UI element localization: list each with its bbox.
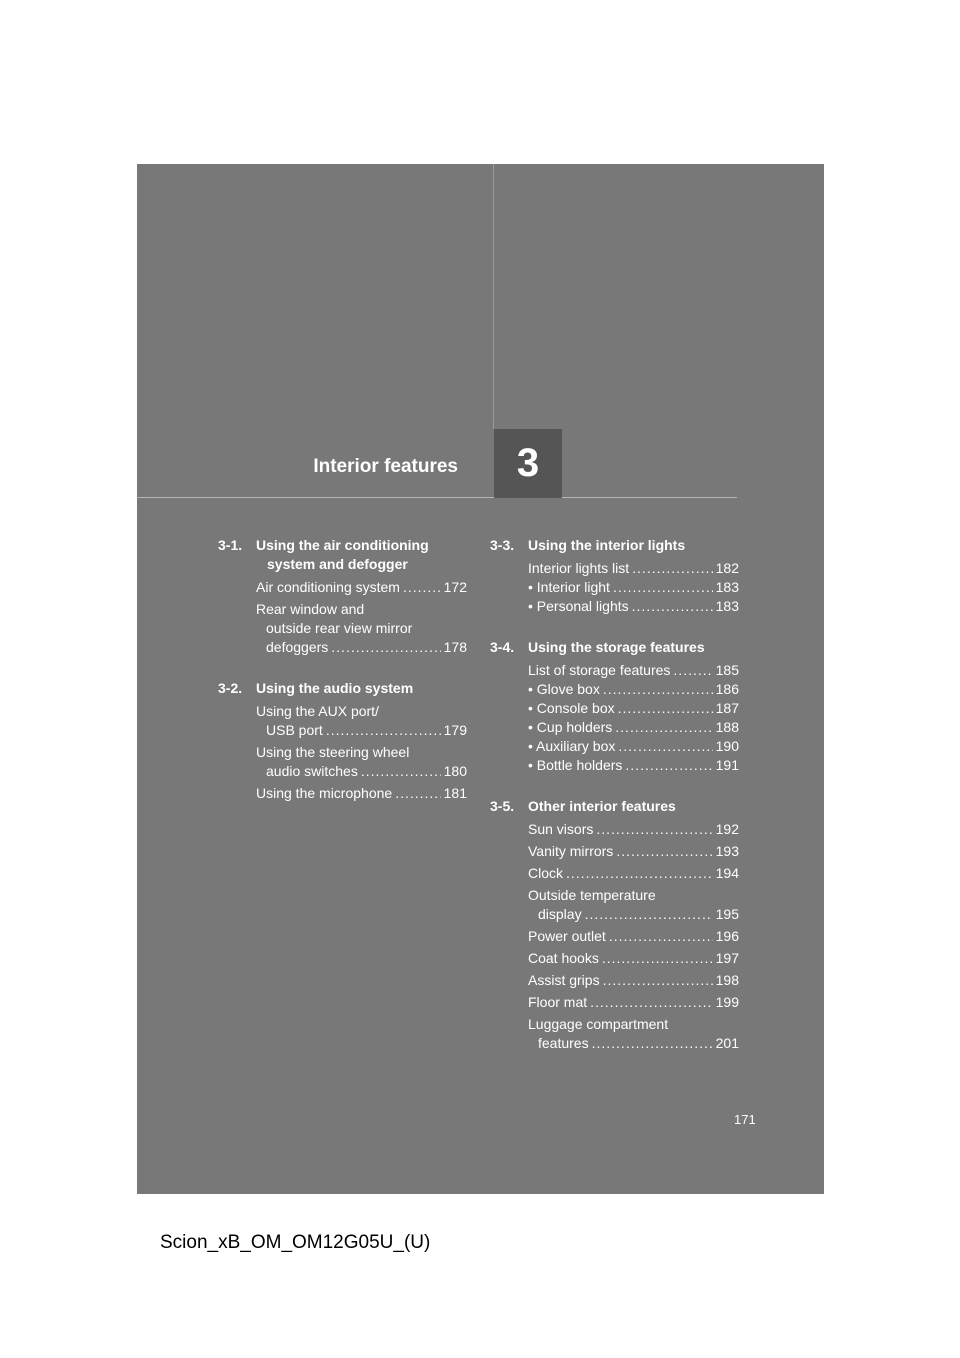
toc-entry[interactable]	[528, 559, 739, 578]
entry-text: Sun visors	[528, 821, 594, 837]
toc-entry[interactable]	[528, 886, 739, 924]
toc-entry[interactable]	[528, 971, 739, 990]
toc-entry[interactable]	[528, 661, 739, 680]
toc-entry[interactable]	[528, 578, 739, 597]
toc-column-right	[490, 536, 739, 1075]
entry-line	[256, 702, 467, 721]
entry-page-number: 188	[715, 719, 739, 735]
toc-section	[490, 797, 739, 1053]
entry-line	[528, 842, 739, 861]
section-title	[528, 638, 739, 657]
entry-text: • Personal lights	[528, 598, 629, 614]
entry-text: Luggage compartment	[528, 1016, 669, 1032]
section-title-line: Using the audio system	[256, 680, 414, 696]
toc-section	[490, 638, 739, 775]
section-entries	[256, 578, 467, 657]
section-number: 3-5.	[490, 798, 515, 814]
entry-text: Interior lights list	[528, 560, 630, 576]
section-title-line: Other interior features	[528, 798, 676, 814]
dot-leader	[602, 949, 713, 968]
entry-page-number: 193	[715, 843, 739, 859]
entry-text: • Console box	[528, 700, 615, 716]
entry-text: USB port	[266, 722, 323, 738]
entry-line	[256, 784, 467, 803]
dot-leader	[618, 737, 712, 756]
entry-page-number: 178	[443, 639, 467, 655]
entry-page-number: 172	[443, 579, 467, 595]
entry-line	[528, 737, 739, 756]
toc-entry[interactable]	[528, 1015, 739, 1053]
toc-entry[interactable]	[528, 949, 739, 968]
entry-line	[256, 619, 467, 638]
section-heading	[218, 679, 467, 698]
entry-text: Rear window and	[256, 601, 365, 617]
dot-leader	[395, 784, 440, 803]
entry-line	[528, 559, 739, 578]
dot-leader	[361, 762, 441, 781]
entry-line	[256, 578, 467, 597]
toc-entry[interactable]	[256, 578, 467, 597]
entry-line	[528, 993, 739, 1012]
toc-entry[interactable]	[256, 743, 467, 781]
dot-leader	[615, 718, 712, 737]
entry-page-number: 198	[715, 972, 739, 988]
section-entries	[528, 661, 739, 775]
toc-entry[interactable]	[528, 737, 739, 756]
section-heading	[490, 797, 739, 816]
entry-page-number: 183	[715, 579, 739, 595]
entry-page-number: 182	[715, 560, 739, 576]
entry-text: Floor mat	[528, 994, 588, 1010]
toc-entry[interactable]	[528, 756, 739, 775]
toc-entry[interactable]	[256, 600, 467, 657]
toc-entry[interactable]	[256, 784, 467, 803]
dot-leader	[625, 756, 712, 775]
entry-text: Clock	[528, 865, 564, 881]
toc-section	[490, 536, 739, 616]
dot-leader	[331, 638, 440, 657]
dot-leader	[673, 661, 712, 680]
entry-line	[528, 597, 739, 616]
entry-page-number: 192	[715, 821, 739, 837]
toc-entry[interactable]	[528, 820, 739, 839]
entry-line	[256, 743, 467, 762]
section-heading	[490, 638, 739, 657]
dot-leader	[566, 864, 713, 883]
section-number: 3-3.	[490, 537, 515, 553]
dot-leader	[603, 680, 713, 699]
divider-horizontal	[137, 497, 737, 498]
toc-entry[interactable]	[528, 699, 739, 718]
entry-text: Outside temperature	[528, 887, 656, 903]
entry-line	[528, 886, 739, 905]
entry-text: Vanity mirrors	[528, 843, 614, 859]
page-number: 171	[734, 1112, 756, 1127]
entry-line	[256, 762, 467, 781]
section-number: 3-4.	[490, 639, 515, 655]
entry-line	[528, 949, 739, 968]
entry-line	[528, 864, 739, 883]
entry-text: outside rear view mirror	[266, 620, 413, 636]
section-title	[256, 536, 467, 574]
entry-line	[528, 718, 739, 737]
toc-entry[interactable]	[528, 718, 739, 737]
toc-entry[interactable]	[256, 702, 467, 740]
dot-leader	[403, 578, 441, 597]
entry-page-number: 181	[443, 785, 467, 801]
entry-line	[528, 1015, 739, 1034]
entry-text: • Bottle holders	[528, 757, 623, 773]
section-number: 3-2.	[218, 680, 243, 696]
entry-line	[256, 721, 467, 740]
toc-entry[interactable]	[528, 680, 739, 699]
entry-text: Air conditioning system	[256, 579, 400, 595]
section-title	[528, 536, 739, 555]
section-heading	[490, 536, 739, 555]
entry-line	[528, 927, 739, 946]
dot-leader	[603, 971, 713, 990]
entry-line	[528, 820, 739, 839]
section-entries	[528, 559, 739, 616]
section-title	[256, 679, 467, 698]
entry-page-number: 199	[715, 994, 739, 1010]
entry-page-number: 183	[715, 598, 739, 614]
entry-line	[256, 638, 467, 657]
entry-text: Using the microphone	[256, 785, 393, 801]
entry-text: • Cup holders	[528, 719, 613, 735]
entry-page-number: 186	[715, 681, 739, 697]
toc-column-left	[218, 536, 467, 825]
entry-text: • Glove box	[528, 681, 600, 697]
toc-section	[218, 536, 467, 657]
entry-line	[256, 600, 467, 619]
section-heading	[218, 536, 467, 574]
section-title	[528, 797, 739, 816]
entry-page-number: 190	[715, 738, 739, 754]
entry-page-number: 197	[715, 950, 739, 966]
entry-line	[528, 756, 739, 775]
chapter-title: Interior features	[313, 456, 458, 477]
section-title-line: system and defogger	[267, 556, 408, 572]
entry-text: display	[538, 906, 582, 922]
entry-line	[528, 905, 739, 924]
entry-line	[528, 699, 739, 718]
toc-entry[interactable]	[528, 842, 739, 861]
entry-page-number: 194	[715, 865, 739, 881]
entry-text: defoggers	[266, 639, 329, 655]
dot-leader	[613, 578, 713, 597]
entry-page-number: 195	[715, 906, 739, 922]
toc-entry[interactable]	[528, 864, 739, 883]
section-number: 3-1.	[218, 537, 243, 553]
dot-leader	[632, 597, 713, 616]
dot-leader	[326, 721, 441, 740]
entry-page-number: 196	[715, 928, 739, 944]
entry-page-number: 187	[715, 700, 739, 716]
toc-entry[interactable]	[528, 993, 739, 1012]
entry-line	[528, 1034, 739, 1053]
entry-page-number: 191	[715, 757, 739, 773]
section-title-line: Using the interior lights	[528, 537, 686, 553]
dot-leader	[609, 927, 713, 946]
section-title-line: Using the air conditioning	[256, 537, 429, 553]
entry-line	[528, 578, 739, 597]
entry-text: Assist grips	[528, 972, 600, 988]
chapter-panel	[137, 164, 824, 1194]
entry-text: features	[538, 1035, 589, 1051]
entry-text: • Auxiliary box	[528, 738, 616, 754]
divider-vertical	[493, 164, 494, 429]
section-entries	[528, 820, 739, 1053]
entry-text: List of storage features	[528, 662, 671, 678]
toc-entry[interactable]	[528, 927, 739, 946]
entry-text: Using the steering wheel	[256, 744, 410, 760]
dot-leader	[592, 1034, 713, 1053]
dot-leader	[596, 820, 712, 839]
dot-leader	[618, 699, 713, 718]
entry-line	[528, 971, 739, 990]
entry-page-number: 180	[443, 763, 467, 779]
entry-line	[528, 661, 739, 680]
entry-text: audio switches	[266, 763, 358, 779]
entry-text: • Interior light	[528, 579, 610, 595]
toc-section	[218, 679, 467, 803]
dot-leader	[585, 905, 713, 924]
dot-leader	[616, 842, 712, 861]
entry-text: Using the AUX port/	[256, 703, 379, 719]
toc-entry[interactable]	[528, 597, 739, 616]
chapter-number-box	[494, 429, 562, 498]
entry-text: Coat hooks	[528, 950, 599, 966]
entry-page-number: 179	[443, 722, 467, 738]
chapter-number: 3	[516, 441, 540, 485]
dot-leader	[590, 993, 713, 1012]
entry-page-number: 185	[715, 662, 739, 678]
entry-page-number: 201	[715, 1035, 739, 1051]
entry-line	[528, 680, 739, 699]
dot-leader	[632, 559, 712, 578]
entry-text: Power outlet	[528, 928, 606, 944]
section-entries	[256, 702, 467, 803]
document-footer: Scion_xB_OM_OM12G05U_(U)	[160, 1232, 431, 1253]
section-title-line: Using the storage features	[528, 639, 705, 655]
